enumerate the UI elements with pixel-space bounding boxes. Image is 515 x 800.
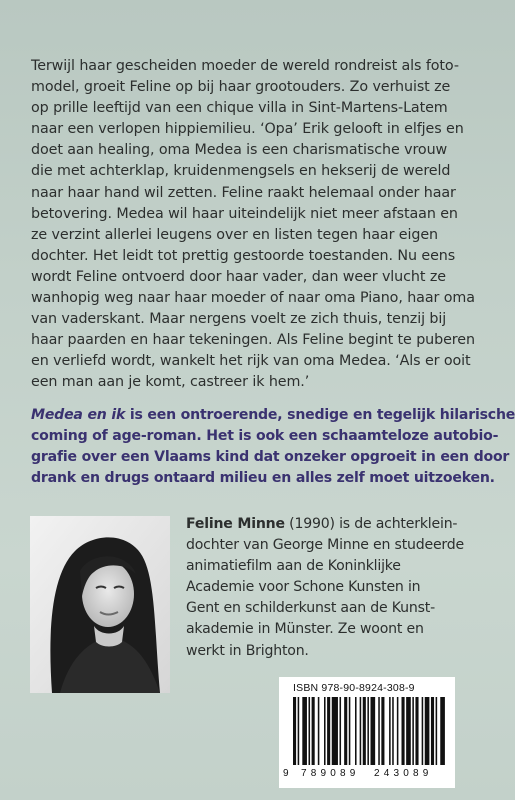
- barcode-bar: [371, 697, 376, 765]
- barcode-bar: [378, 697, 380, 765]
- barcode-digits-left: 789089: [301, 768, 360, 779]
- bio-line: akademie in Münster. Ze woont en: [186, 621, 424, 638]
- barcode-bar: [340, 697, 342, 765]
- barcode-bar: [309, 697, 311, 765]
- author-photo: [30, 516, 170, 693]
- blurb-line: ze verzint allerlei leugens over en listen tegen haar eigen: [31, 226, 438, 243]
- barcode-bar: [332, 697, 338, 765]
- isbn-label: ISBN 978-90-8924-308-9: [293, 682, 415, 694]
- pitch-text: [31, 405, 515, 489]
- blurb-line: een man aan je komt, castreer ik hem.’: [31, 374, 310, 391]
- blurb-line: die met achterklap, kruidenmengsels en hekserij de wereld: [31, 163, 451, 180]
- barcode-digits-right: 243089: [374, 768, 433, 779]
- bio-line: dochter van George Minne en studeerde: [186, 537, 464, 554]
- barcode-bar: [312, 697, 315, 765]
- barcode-bar: [406, 697, 411, 765]
- barcode-bar: [397, 697, 399, 765]
- author-bio: [186, 514, 464, 662]
- barcode-bar: [355, 697, 357, 765]
- barcode-bar: [293, 697, 296, 765]
- barcode-bar: [318, 697, 320, 765]
- barcode-bar: [425, 697, 430, 765]
- barcode-bar: [302, 697, 307, 765]
- blurb-line: doet aan healing, oma Medea is een charismatische vrouw: [31, 142, 448, 159]
- bio-line: Gent en schilderkunst aan de Kunst-: [186, 600, 435, 617]
- barcode-bars: [285, 697, 449, 771]
- pitch-line: grafie over een Vlaams kind dat onzeker opgroeit in een door: [31, 449, 510, 466]
- barcode-bar: [436, 697, 438, 765]
- book-title: Medea en ik: [31, 407, 126, 423]
- barcode-bar: [367, 697, 369, 765]
- isbn-barcode: [279, 677, 455, 788]
- barcode-bar: [431, 697, 434, 765]
- author-name: Feline Minne: [186, 516, 285, 532]
- blurb-line: dochter. Het leidt tot prettig gestoorde toestanden. Nu eens: [31, 247, 456, 264]
- blurb-line: betovering. Medea wil haar uiteindelijk niet meer afstaan en: [31, 205, 458, 222]
- barcode-digit-first: 9: [283, 768, 289, 779]
- blurb-line: Terwijl haar gescheiden moeder de wereld rondreist als foto-: [31, 58, 459, 74]
- barcode-bar: [389, 697, 391, 765]
- barcode-bar: [422, 697, 424, 765]
- pitch-line: coming of age-roman. Het is ook een schaamteloze autobio-: [31, 428, 499, 445]
- barcode-bar: [392, 697, 394, 765]
- barcode-bar: [363, 697, 366, 765]
- barcode-bar: [381, 697, 384, 765]
- blurb-line: model, groeit Feline op bij haar grootouders. Zo verhuist ze: [31, 79, 451, 96]
- barcode-bar: [360, 697, 362, 765]
- barcode-bar: [298, 697, 300, 765]
- bio-line: [186, 514, 456, 535]
- pitch-line: [31, 405, 515, 426]
- blurb-line: haar paarden en haar tekeningen. Als Feline begint te puberen: [31, 332, 475, 349]
- bio-line: animatiefilm aan de Koninklijke: [186, 558, 401, 575]
- blurb-line: wordt Feline ontvoerd door haar vader, dan weer vlucht ze: [31, 268, 446, 285]
- barcode-bar: [324, 697, 326, 765]
- bio-line: Academie voor Schone Kunsten in: [186, 579, 421, 596]
- blurb-line: en verliefd wordt, wankelt het rijk van oma Medea. ‘Als er ooit: [31, 353, 471, 370]
- barcode-bar: [327, 697, 330, 765]
- barcode-bar: [402, 697, 405, 765]
- blurb-line: wanhopig weg naar haar moeder of naar oma Piano, haar oma: [31, 290, 475, 307]
- blurb-line: van vaderskant. Maar nergens voelt ze zich thuis, tenzij bij: [31, 311, 447, 328]
- bio-line-rest: (1990) is de achterklein-: [284, 516, 458, 532]
- barcode-bar: [349, 697, 351, 765]
- blurb-line: naar haar hand wil zetten. Feline raakt helemaal onder haar: [31, 184, 456, 201]
- pitch-line-rest: is een ontroerende, snedige en tegelijk hilarische: [125, 407, 515, 423]
- blurb-line: op prille leeftijd van een chique villa in Sint-Martens-Latem: [31, 100, 448, 117]
- blurb-line: naar een verlopen hippiemilieu. ‘Opa’ Erik gelooft in elfjes en: [31, 121, 464, 138]
- barcode-bar: [344, 697, 347, 765]
- barcode-bar: [412, 697, 414, 765]
- pitch-line: drank en drugs ontaard milieu en alles zelf moet uitzoeken.: [31, 470, 495, 487]
- bio-line: werkt in Brighton.: [186, 642, 309, 659]
- barcode-bar: [440, 697, 445, 765]
- barcode-bar: [415, 697, 418, 765]
- blurb-text: [31, 56, 475, 394]
